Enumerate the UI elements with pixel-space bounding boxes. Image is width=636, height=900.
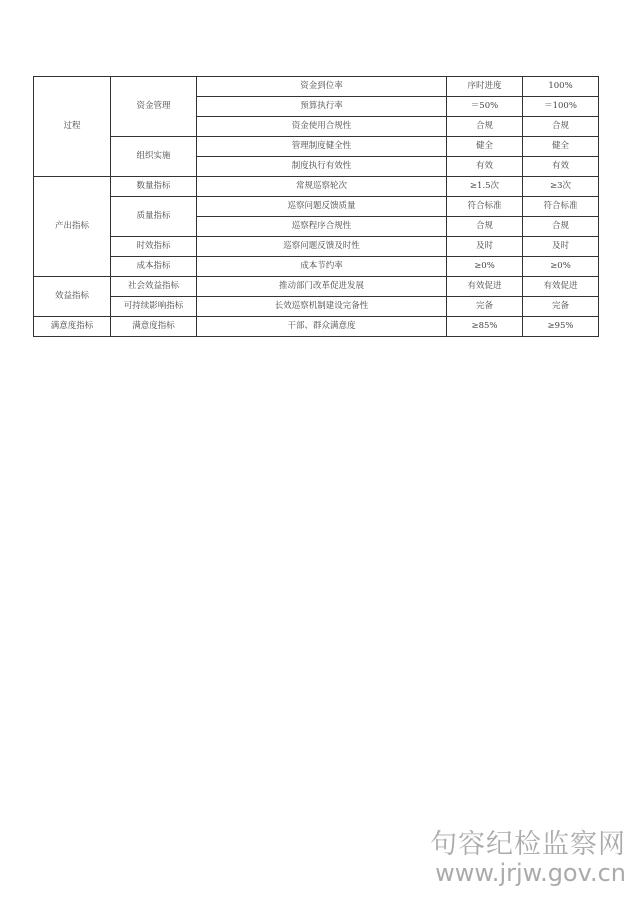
target-value-cell: 合规: [447, 217, 523, 237]
annual-target-cell: ≥95%: [523, 317, 599, 337]
table-row: [34, 137, 599, 157]
watermark-url: www.jrjw.gov.cn: [435, 859, 626, 888]
level2-indicator-cell: 资金管理: [111, 77, 197, 137]
level3-indicator-cell: 巡察程序合规性: [197, 217, 447, 237]
annual-target-cell: ≥0%: [523, 257, 599, 277]
target-value-cell: ≥1.5次: [447, 177, 523, 197]
table-row: [34, 297, 599, 317]
annual-target-cell: 有效: [523, 157, 599, 177]
level3-indicator-cell: 成本节约率: [197, 257, 447, 277]
level2-indicator-cell: 可持续影响指标: [111, 297, 197, 317]
annual-target-cell: 合规: [523, 217, 599, 237]
level2-indicator-cell: 质量指标: [111, 197, 197, 237]
target-value-cell: 合规: [447, 117, 523, 137]
target-value-cell: 及时: [447, 237, 523, 257]
level1-indicator-cell: 满意度指标: [34, 317, 111, 337]
table-row: [34, 177, 599, 197]
annual-target-cell: ≥3次: [523, 177, 599, 197]
level1-indicator-cell: 效益指标: [34, 277, 111, 317]
performance-indicator-table: [33, 76, 599, 337]
level3-indicator-cell: 常规巡察轮次: [197, 177, 447, 197]
level2-indicator-cell: 组织实施: [111, 137, 197, 177]
table-row: [34, 317, 599, 337]
table-row: [34, 77, 599, 97]
level3-indicator-cell: 推动部门改革促进发展: [197, 277, 447, 297]
level3-indicator-cell: 巡察问题反馈质量: [197, 197, 447, 217]
level3-indicator-cell: 预算执行率: [197, 97, 447, 117]
level2-indicator-cell: 时效指标: [111, 237, 197, 257]
target-value-cell: 符合标准: [447, 197, 523, 217]
target-value-cell: ＝50%: [447, 97, 523, 117]
level2-indicator-cell: 数量指标: [111, 177, 197, 197]
table-row: [34, 257, 599, 277]
target-value-cell: 序时进度: [447, 77, 523, 97]
level2-indicator-cell: 成本指标: [111, 257, 197, 277]
annual-target-cell: 及时: [523, 237, 599, 257]
level3-indicator-cell: 干部、群众满意度: [197, 317, 447, 337]
target-value-cell: 有效: [447, 157, 523, 177]
annual-target-cell: 完备: [523, 297, 599, 317]
table-row: [34, 237, 599, 257]
level1-indicator-cell: 产出指标: [34, 177, 111, 277]
annual-target-cell: 健全: [523, 137, 599, 157]
watermark-site-name: 句容纪检监察网: [430, 829, 626, 861]
annual-target-cell: 合规: [523, 117, 599, 137]
level3-indicator-cell: 制度执行有效性: [197, 157, 447, 177]
level1-indicator-cell: 过程: [34, 77, 111, 177]
table-row: [34, 277, 599, 297]
table-row: [34, 197, 599, 217]
level3-indicator-cell: 管理制度健全性: [197, 137, 447, 157]
target-value-cell: ≥0%: [447, 257, 523, 277]
level3-indicator-cell: 长效巡察机制建设完备性: [197, 297, 447, 317]
annual-target-cell: 有效促进: [523, 277, 599, 297]
level3-indicator-cell: 巡察问题反馈及时性: [197, 237, 447, 257]
target-value-cell: 完备: [447, 297, 523, 317]
level2-indicator-cell: 满意度指标: [111, 317, 197, 337]
annual-target-cell: 符合标准: [523, 197, 599, 217]
site-watermark: [430, 829, 626, 888]
level3-indicator-cell: 资金到位率: [197, 77, 447, 97]
annual-target-cell: 100%: [523, 77, 599, 97]
level3-indicator-cell: 资金使用合规性: [197, 117, 447, 137]
target-value-cell: 有效促进: [447, 277, 523, 297]
level2-indicator-cell: 社会效益指标: [111, 277, 197, 297]
target-value-cell: 健全: [447, 137, 523, 157]
target-value-cell: ≥85%: [447, 317, 523, 337]
annual-target-cell: ＝100%: [523, 97, 599, 117]
